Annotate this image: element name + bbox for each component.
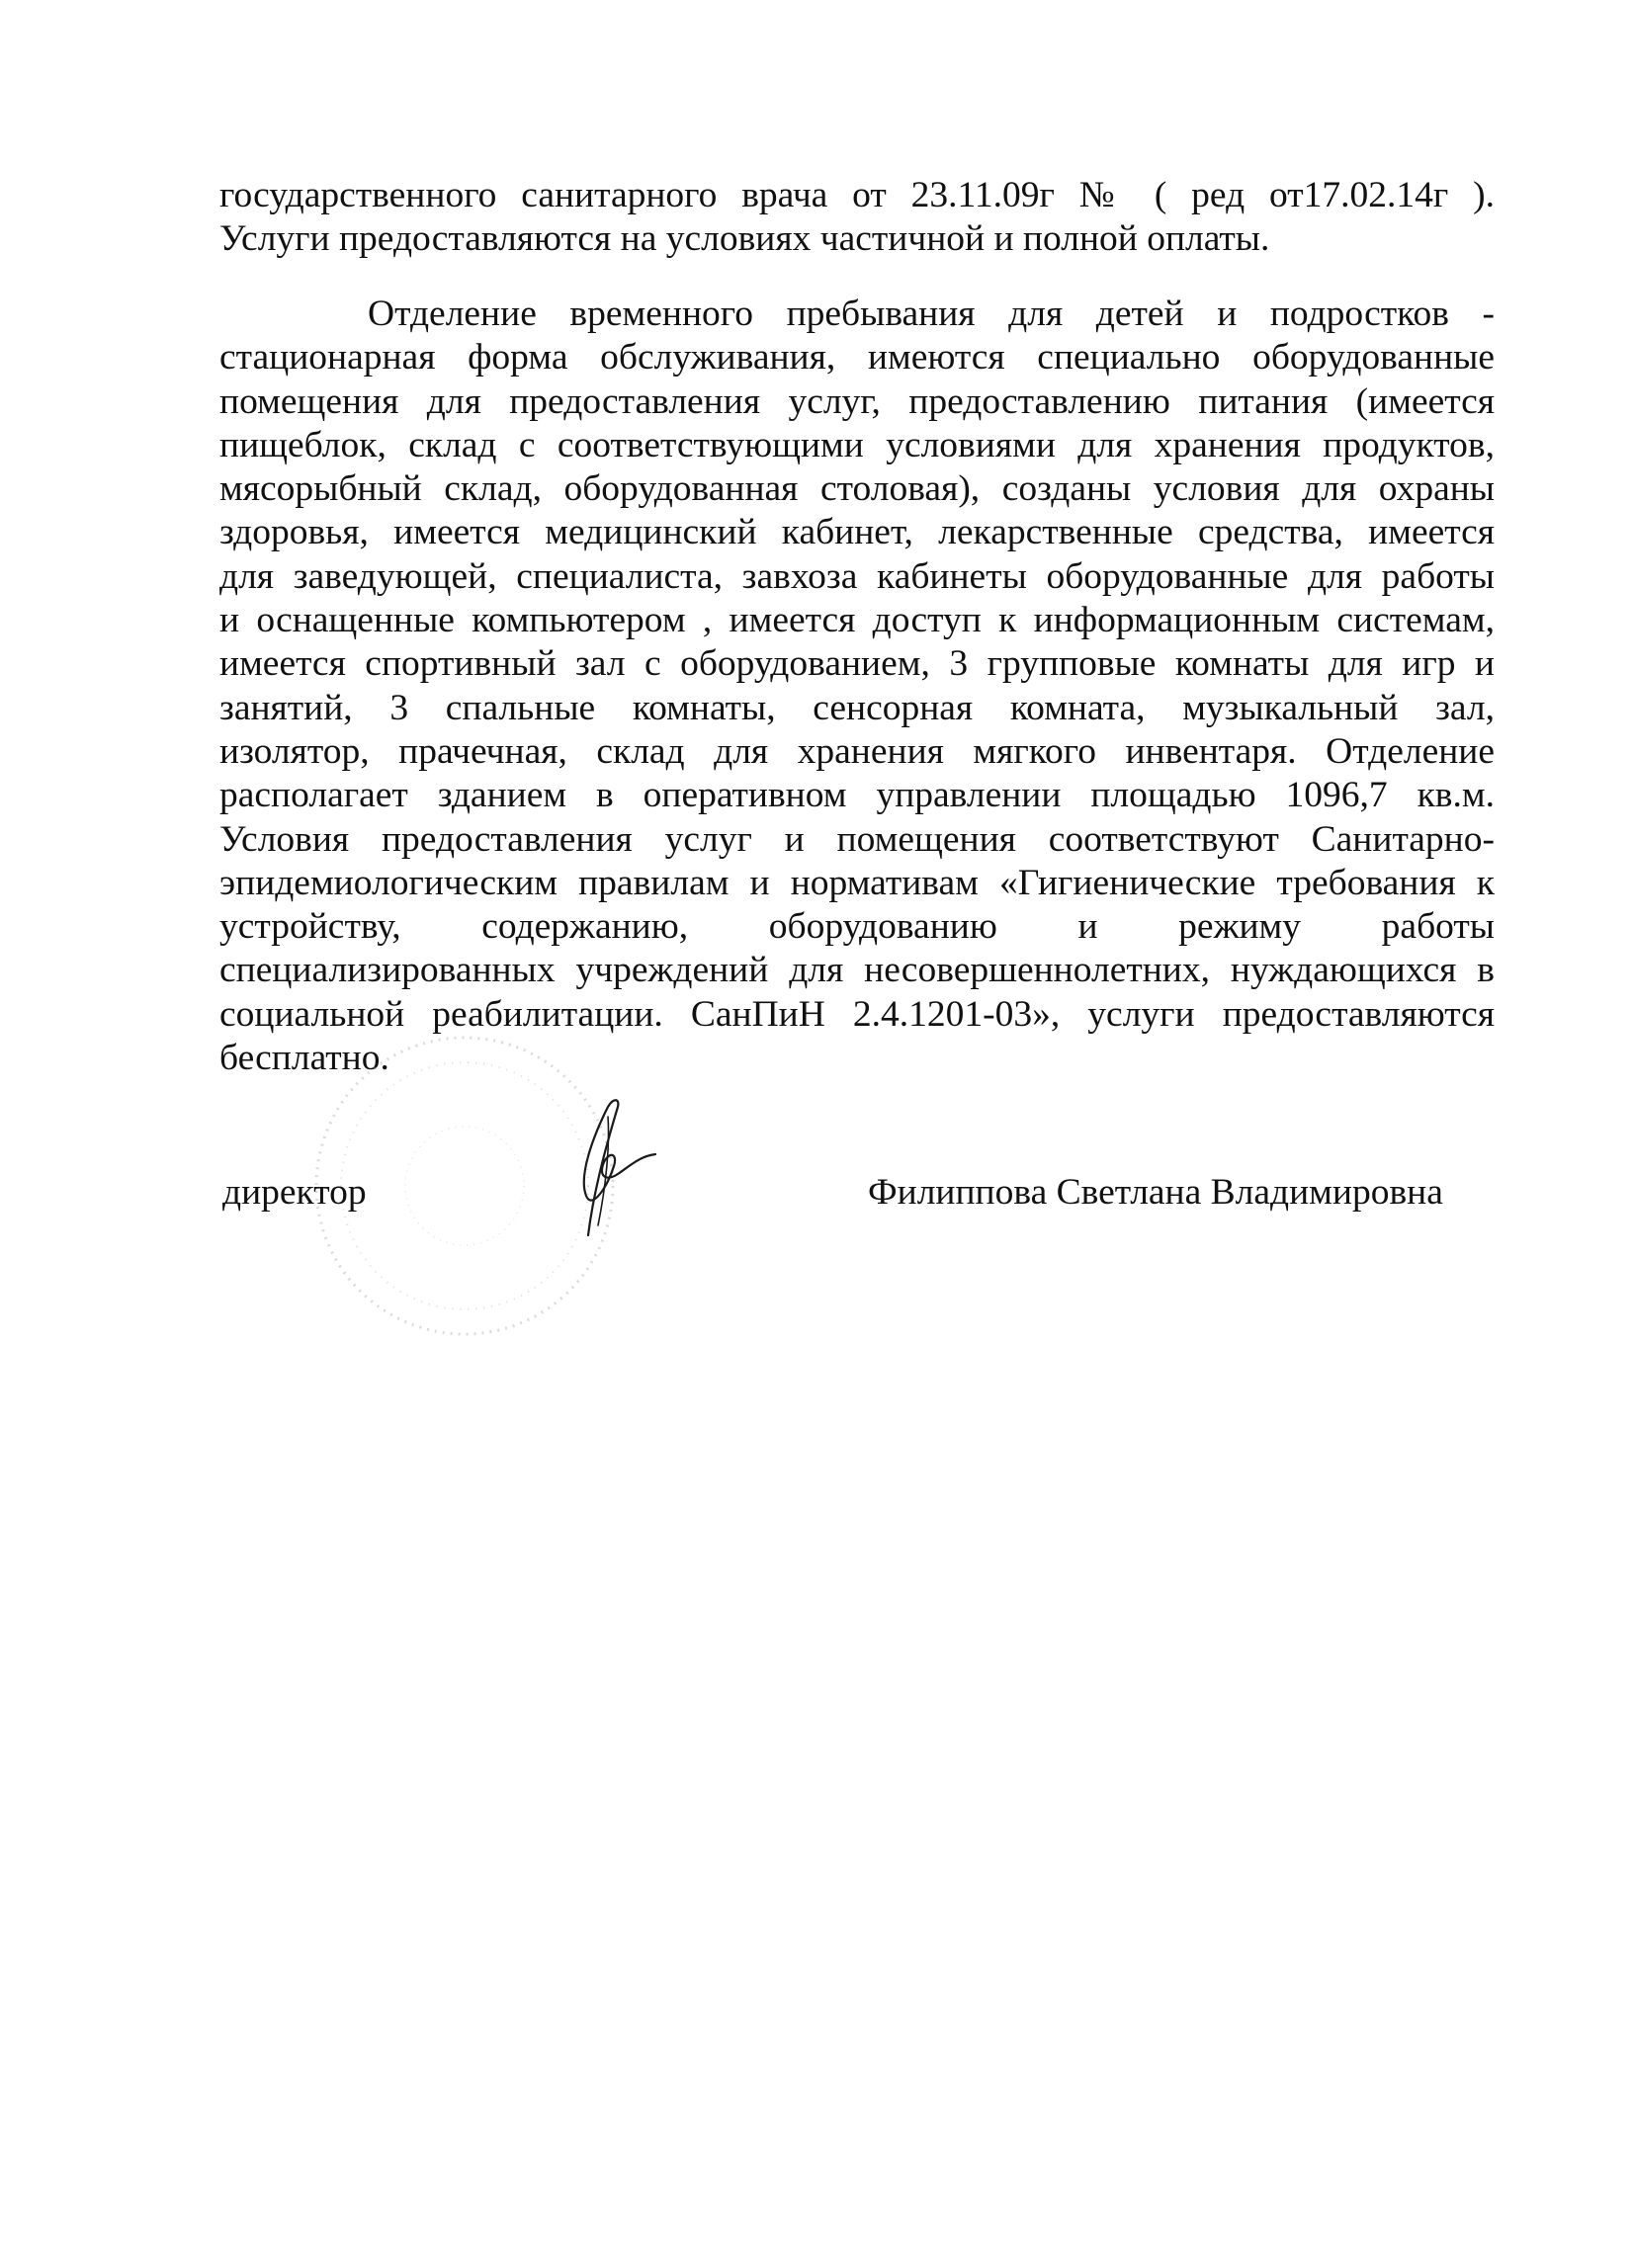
intro-paragraph bbox=[219, 174, 1495, 262]
paragraph-line: для заведующей, специалиста, завхоза кабинеты оборудованные для работы bbox=[219, 555, 1495, 597]
paragraph-line: здоровья, имеется медицинский кабинет, лекарственные средства, имеется bbox=[219, 512, 1495, 553]
intro-line-1: государственного санитарного врача от 23.11.09г № ( ред от17.02.14г ). bbox=[219, 175, 1495, 215]
signatory-name: Филиппова Светлана Владимировна bbox=[868, 1172, 1443, 1213]
paragraph-line: имеется спортивный зал с оборудованием, 3 групповые комнаты для игр и bbox=[219, 643, 1495, 685]
paragraph-line: пищеблок, склад с соответствующими условиями для хранения продуктов, bbox=[219, 424, 1495, 465]
signatory-role: директор bbox=[222, 1172, 367, 1213]
paragraph-line: Отделение временного пребывания для детей и подростков - bbox=[368, 294, 1495, 334]
signature-block bbox=[0, 1171, 1632, 1230]
facilities-paragraph bbox=[219, 293, 1495, 1080]
paragraph-line: эпидемиологическим правилам и нормативам «Гигиенические требования к bbox=[219, 862, 1495, 903]
paragraph-line: и оснащенные компьютером , имеется доступ к информационным системам, bbox=[219, 600, 1495, 641]
paragraph-line: располагает зданием в оперативном управлении площадью 1096,7 кв.м. bbox=[219, 775, 1495, 816]
paragraph-line: социальной реабилитации. СанПиН 2.4.1201-03», услуги предоставляются bbox=[219, 993, 1495, 1035]
paragraph-line: бесплатно. bbox=[219, 1038, 389, 1079]
paragraph-line: стационарная форма обслуживания, имеются специально оборудованные bbox=[219, 337, 1495, 378]
paragraph-line: специализированных учреждений для несовершеннолетних, нуждающихся в bbox=[219, 950, 1495, 991]
paragraph-line: мясорыбный склад, оборудованная столовая), созданы условия для охраны bbox=[219, 468, 1495, 510]
paragraph-line: устройству, содержанию, оборудованию и режиму работы bbox=[219, 906, 1495, 948]
paragraph-line: изолятор, прачечная, склад для хранения мягкого инвентаря. Отделение bbox=[219, 730, 1495, 772]
paragraph-line: занятий, 3 спальные комнаты, сенсорная комната, музыкальный зал, bbox=[219, 687, 1495, 728]
paragraph-line: Условия предоставления услуг и помещения соответствуют Санитарно- bbox=[219, 818, 1495, 860]
paragraph-line: помещения для предоставления услуг, предоставлению питания (имеется bbox=[219, 380, 1495, 422]
intro-line-2: Услуги предоставляются на условиях частичной и полной оплаты. bbox=[219, 218, 1270, 260]
